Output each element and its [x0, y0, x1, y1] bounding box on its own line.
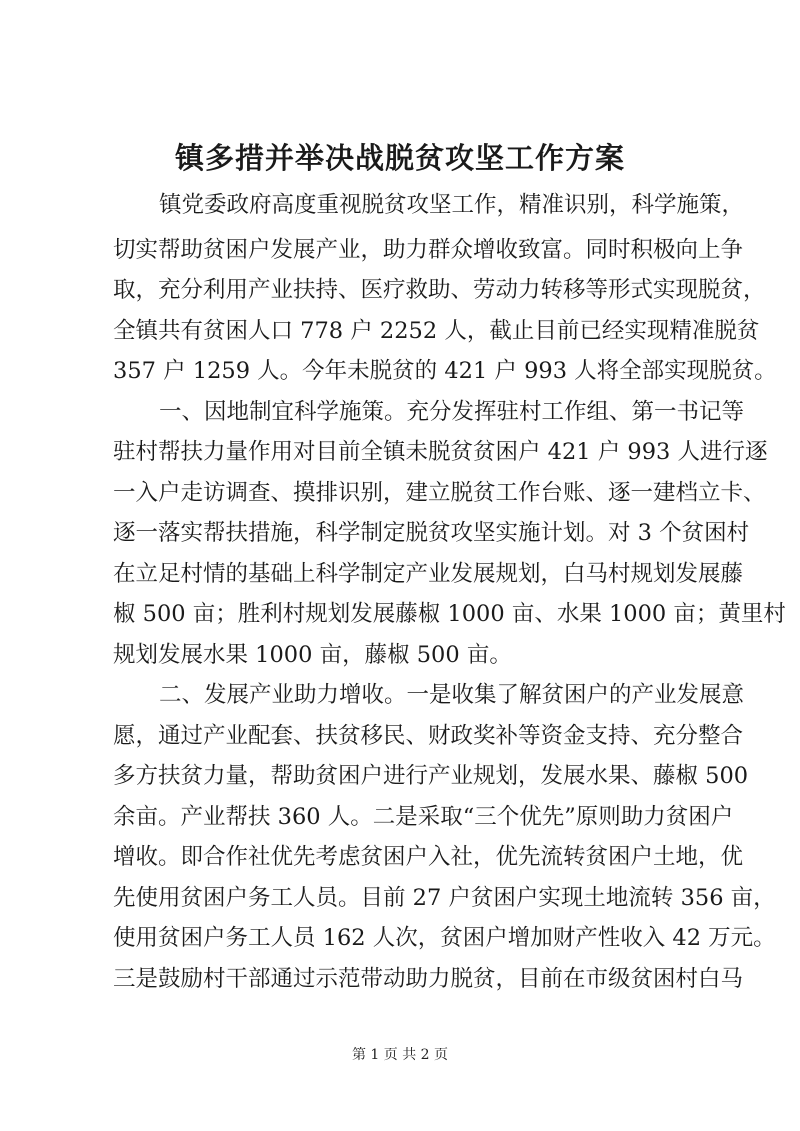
paragraph-2-line-2: 驻村帮扶力量作用对目前全镇未脱贫贫困户 421 户 993 人进行逐 [113, 439, 768, 465]
paragraph-1-line-5: 357 户 1259 人。今年未脱贫的 421 户 993 人将全部实现脱贫。 [113, 358, 777, 384]
paragraph-3-line-5: 增收。即合作社优先考虑贫困户入社，优先流转贫困户土地，优 [113, 844, 744, 870]
page-footer: 第 1 页 共 2 页 [351, 1047, 449, 1063]
paragraph-3-line-1: 二、发展产业助力增收。一是收集了解贫困户的产业发展意 [159, 682, 745, 708]
paragraph-2-line-5: 在立足村情的基础上科学制定产业发展规划，白马村规划发展藤 [113, 561, 744, 587]
paragraph-1-line-3: 取，充分利用产业扶持、医疗救助、劳动力转移等形式实现脱贫， [113, 277, 766, 303]
paragraph-1-line-4: 全镇共有贫困人口 778 户 2252 人，截止目前已经实现精准脱贫 [113, 318, 760, 344]
paragraph-2-line-7: 规划发展水果 1000 亩，藤椒 500 亩。 [113, 642, 512, 668]
paragraph-3-line-3: 多方扶贫力量，帮助贫困户进行产业规划，发展水果、藤椒 500 [113, 763, 749, 789]
paragraph-2-line-6: 椒 500 亩；胜利村规划发展藤椒 1000 亩、水果 1000 亩；黄里村 [113, 601, 786, 627]
paragraph-3-line-6: 先使用贫困户务工人员。目前 27 户贫困户实现土地流转 356 亩， [113, 885, 776, 911]
paragraph-3-line-4: 余亩。产业帮扶 360 人。二是采取“三个优先”原则助力贫困户 [113, 804, 734, 830]
paragraph-3-line-2: 愿，通过产业配套、扶贫移民、财政奖补等资金支持、充分整合 [113, 723, 744, 749]
paragraph-1-line-2: 切实帮助贫困户发展产业，助力群众增收致富。同时积极向上争 [113, 237, 744, 263]
paragraph-2-line-1: 一、因地制宜科学施策。充分发挥驻村工作组、第一书记等 [159, 399, 745, 425]
paragraph-3-line-7: 使用贫困户务工人员 162 人次，贫困户增加财产性收入 42 万元。 [113, 925, 776, 951]
document-title: 镇多措并举决战脱贫攻坚工作方案 [174, 141, 625, 175]
paragraph-2-line-4: 逐一落实帮扶措施，科学制定脱贫攻坚实施计划。对 3 个贫困村 [113, 520, 750, 546]
paragraph-3-line-8: 三是鼓励村干部通过示范带动助力脱贫，目前在市级贫困村白马 [113, 966, 744, 992]
paragraph-2-line-3: 一入户走访调查、摸排识别，建立脱贫工作台账、逐一建档立卡、 [113, 480, 766, 506]
paragraph-1-line-1: 镇党委政府高度重视脱贫攻坚工作，精准识别，科学施策， [159, 192, 745, 218]
